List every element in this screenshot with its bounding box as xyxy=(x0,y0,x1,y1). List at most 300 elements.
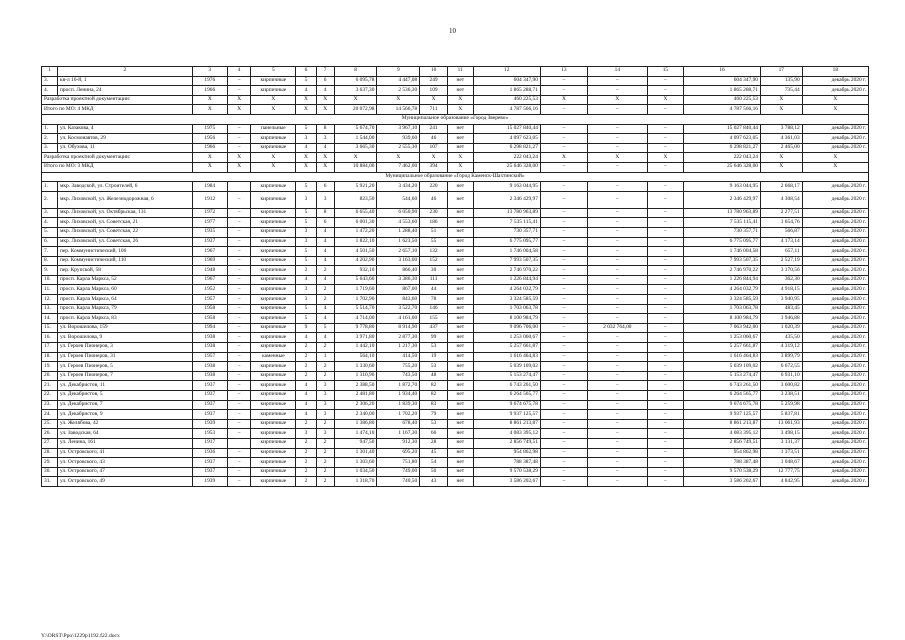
summary-cell: – xyxy=(647,162,683,172)
summary-row xyxy=(42,162,869,172)
column-number-cell: 17 xyxy=(760,67,802,77)
building-cell: нет xyxy=(447,371,473,381)
building-cell: декабрь 2020 г. xyxy=(802,124,868,134)
building-cell: 14. xyxy=(42,314,58,324)
building-cell: 3 163,00 xyxy=(377,256,420,266)
building-cell: – xyxy=(647,275,683,285)
building-cell: 362,30 xyxy=(760,275,802,285)
building-cell: 9. xyxy=(42,266,58,276)
building-cell: 28. xyxy=(42,448,58,458)
building-cell: – xyxy=(227,429,251,439)
building-cell: кирпичные xyxy=(251,227,296,237)
building-cell: 6 931,10 xyxy=(760,371,802,381)
building-cell: – xyxy=(540,381,587,391)
summary-cell: – xyxy=(587,105,647,115)
building-cell: кирпичные xyxy=(251,208,296,218)
building-row xyxy=(42,182,869,192)
building-cell: 3 324 585,59 xyxy=(684,295,761,305)
building-cell: 7. xyxy=(42,247,58,257)
summary-cell: Х xyxy=(377,95,420,105)
building-cell: – xyxy=(227,371,251,381)
summary-cell: Х xyxy=(587,95,647,105)
building-row xyxy=(42,256,869,266)
building-cell: 1 303,60 xyxy=(334,458,377,468)
building-cell: декабрь 2020 г. xyxy=(802,343,868,353)
building-cell: декабрь 2020 г. xyxy=(802,371,868,381)
building-cell: – xyxy=(227,448,251,458)
building-cell: 1 719,60 xyxy=(334,285,377,295)
building-cell: 8 861 213,87 xyxy=(684,419,761,429)
building-cell: 1 822,10 xyxy=(334,237,377,247)
building-row xyxy=(42,134,869,144)
building-cell: 4 918,15 xyxy=(760,285,802,295)
building-cell: 4 714,00 xyxy=(334,314,377,324)
building-cell: 3 600,82 xyxy=(760,381,802,391)
building-cell: панельные xyxy=(251,124,296,134)
building-cell: 132 xyxy=(420,247,448,257)
building-cell: 1972 xyxy=(192,208,227,218)
building-cell: – xyxy=(227,362,251,372)
building-cell: 7 993 507,35 xyxy=(684,256,761,266)
building-cell: ул. Героев Пионеров, 7 xyxy=(58,371,193,381)
building-cell: 3 xyxy=(296,191,316,208)
column-number-cell: 10 xyxy=(420,67,448,77)
building-cell: 6 655,40 xyxy=(334,208,377,218)
building-cell: – xyxy=(587,304,647,314)
building-cell: нет xyxy=(447,381,473,391)
building-cell: 3 971,80 xyxy=(334,333,377,343)
summary-cell: Х xyxy=(192,105,227,115)
building-cell: нет xyxy=(447,467,473,477)
building-cell: 1937 xyxy=(192,381,227,391)
building-cell: 8 914,90 xyxy=(377,323,420,333)
building-cell: – xyxy=(587,352,647,362)
building-cell: 3 xyxy=(316,410,334,420)
building-cell: 2. xyxy=(42,134,58,144)
building-cell: – xyxy=(540,208,587,218)
building-cell: – xyxy=(587,143,647,153)
building-cell: 4 xyxy=(296,333,316,343)
building-cell: 55 xyxy=(420,237,448,247)
building-cell: – xyxy=(587,410,647,420)
building-cell: декабрь 2020 г. xyxy=(802,76,868,86)
building-cell: нет xyxy=(447,295,473,305)
building-cell: – xyxy=(540,333,587,343)
building-cell: 1984 xyxy=(192,182,227,192)
building-cell: 2 856 749,51 xyxy=(473,438,540,448)
building-row xyxy=(42,86,869,96)
building-cell: 1 048,67 xyxy=(760,458,802,468)
building-cell: – xyxy=(647,448,683,458)
building-cell: – xyxy=(647,343,683,353)
municipality-section-row xyxy=(42,172,869,182)
building-cell: – xyxy=(647,477,683,487)
building-cell: – xyxy=(587,295,647,305)
building-cell: 8. xyxy=(42,256,58,266)
building-cell: 2 388,50 xyxy=(334,381,377,391)
building-row xyxy=(42,247,869,257)
building-cell: 1 310,90 xyxy=(334,371,377,381)
building-cell: 9 674 675,78 xyxy=(684,400,761,410)
building-cell: декабрь 2020 г. xyxy=(802,247,868,257)
building-cell: кирпичные xyxy=(251,458,296,468)
building-row xyxy=(42,438,869,448)
building-cell: 4 xyxy=(316,314,334,324)
building-cell: 1939 xyxy=(192,419,227,429)
building-cell: 2 032 764,00 xyxy=(587,323,647,333)
summary-cell: 7 462,00 xyxy=(377,162,420,172)
building-cell: 932,10 xyxy=(334,266,377,276)
building-cell: 5 xyxy=(296,218,316,228)
building-cell: ул. Желябова, 42 xyxy=(58,419,193,429)
building-cell: – xyxy=(540,124,587,134)
building-cell: 4 097 623,05 xyxy=(473,134,540,144)
building-cell: 2 xyxy=(296,419,316,429)
building-cell: 8 xyxy=(316,124,334,134)
building-cell: нет xyxy=(447,237,473,247)
building-cell: кирпичные xyxy=(251,266,296,276)
building-cell: – xyxy=(227,208,251,218)
building-cell: 1 xyxy=(316,352,334,362)
column-number-cell: 1 xyxy=(42,67,58,77)
building-cell: – xyxy=(227,304,251,314)
building-cell: – xyxy=(647,314,683,324)
building-cell: 3. xyxy=(42,76,58,86)
building-cell: кирпичные xyxy=(251,247,296,257)
summary-cell: Х xyxy=(334,153,377,163)
building-row xyxy=(42,467,869,477)
building-cell: кирпичные xyxy=(251,237,296,247)
building-cell: 1 330,60 xyxy=(334,362,377,372)
building-cell: 6 775 095,77 xyxy=(684,237,761,247)
building-cell: – xyxy=(227,134,251,144)
column-number-cell: 11 xyxy=(447,67,473,77)
summary-cell: 711 xyxy=(420,105,448,115)
building-cell: 15 027 840,44 xyxy=(473,124,540,134)
building-cell: 3 586 202,67 xyxy=(473,477,540,487)
building-cell: 111 xyxy=(420,275,448,285)
building-cell: 4 842,95 xyxy=(760,477,802,487)
building-cell: 3 xyxy=(316,191,334,208)
building-cell: ул. Декабристов, 9 xyxy=(58,410,193,420)
summary-cell: Х xyxy=(251,153,296,163)
building-cell: 1 226 844,94 xyxy=(473,275,540,285)
building-cell: 1 253 060,67 xyxy=(473,333,540,343)
summary-row xyxy=(42,95,869,105)
building-cell: 4 xyxy=(316,143,334,153)
building-cell: – xyxy=(227,247,251,257)
building-cell: – xyxy=(540,295,587,305)
building-row xyxy=(42,362,869,372)
building-cell: 2 346 429,97 xyxy=(473,191,540,208)
building-cell: 4 xyxy=(296,275,316,285)
building-cell: 4 xyxy=(316,333,334,343)
building-cell: нет xyxy=(447,391,473,401)
building-cell: 6 775 095,77 xyxy=(473,237,540,247)
building-cell: 414,50 xyxy=(377,352,420,362)
building-cell: 483,45 xyxy=(760,304,802,314)
building-row xyxy=(42,143,869,153)
building-cell: нет xyxy=(447,448,473,458)
building-cell: ул. Обухова, 11 xyxy=(58,143,193,153)
building-cell: – xyxy=(540,227,587,237)
building-row xyxy=(42,266,869,276)
building-cell: 4 xyxy=(296,400,316,410)
summary-cell: Х xyxy=(192,95,227,105)
building-row xyxy=(42,314,869,324)
column-number-cell: 3 xyxy=(192,67,227,77)
building-cell: мкр. Заводской, ул. Строителей, 6 xyxy=(58,182,193,192)
building-cell: 1937 xyxy=(192,391,227,401)
building-cell: – xyxy=(540,323,587,333)
building-cell: – xyxy=(587,86,647,96)
building-cell: – xyxy=(540,143,587,153)
building-cell: ул. Заводская, 64 xyxy=(58,429,193,439)
column-number-cell: 9 xyxy=(377,67,420,77)
building-cell: – xyxy=(647,208,683,218)
building-row xyxy=(42,448,869,458)
building-cell: – xyxy=(540,467,587,477)
building-cell: 152 xyxy=(420,256,448,266)
building-cell: декабрь 2020 г. xyxy=(802,143,868,153)
building-cell: – xyxy=(647,227,683,237)
building-cell: 1969 xyxy=(192,256,227,266)
building-cell: кирпичные xyxy=(251,76,296,86)
summary-cell: Х xyxy=(251,162,296,172)
building-cell: нет xyxy=(447,143,473,153)
building-cell: нет xyxy=(447,275,473,285)
building-cell: 46 xyxy=(420,191,448,208)
building-cell: кирпичные xyxy=(251,410,296,420)
building-cell: 54 xyxy=(420,458,448,468)
building-cell: ул. Декабристов, 5 xyxy=(58,391,193,401)
building-cell: 8 100 984,79 xyxy=(473,314,540,324)
building-cell: 2 xyxy=(296,448,316,458)
summary-cell: Х xyxy=(316,153,334,163)
building-cell: – xyxy=(540,458,587,468)
building-cell: 2 xyxy=(296,467,316,477)
building-cell: кирпичные xyxy=(251,285,296,295)
building-row xyxy=(42,343,869,353)
building-cell: – xyxy=(587,419,647,429)
building-cell: 82 xyxy=(420,391,448,401)
building-cell: 26. xyxy=(42,429,58,439)
summary-cell: – xyxy=(587,162,647,172)
summary-cell: Х xyxy=(802,153,868,163)
building-cell: – xyxy=(647,352,683,362)
column-number-cell: 12 xyxy=(473,67,540,77)
summary-cell: Х xyxy=(316,95,334,105)
building-cell: нет xyxy=(447,247,473,257)
building-cell: нет xyxy=(447,362,473,372)
building-cell: 2 877,30 xyxy=(377,333,420,343)
building-cell: – xyxy=(647,391,683,401)
building-cell: – xyxy=(540,352,587,362)
building-cell: 9 937 125,57 xyxy=(473,410,540,420)
building-cell: 1976 xyxy=(192,76,227,86)
building-cell: 843,60 xyxy=(377,295,420,305)
building-cell: 755,20 xyxy=(377,362,420,372)
building-row xyxy=(42,400,869,410)
summary-cell: Х xyxy=(447,95,473,105)
building-cell: 5 xyxy=(296,76,316,86)
building-cell: 1 020,39 xyxy=(760,323,802,333)
building-cell: – xyxy=(227,295,251,305)
summary-cell: Х xyxy=(647,95,683,105)
building-cell xyxy=(227,182,251,192)
building-cell: 1957 xyxy=(192,295,227,305)
building-cell: декабрь 2020 г. xyxy=(802,275,868,285)
building-cell: 3 xyxy=(316,429,334,439)
building-cell: – xyxy=(647,381,683,391)
building-cell: 3 522,70 xyxy=(377,304,420,314)
building-cell: – xyxy=(647,182,683,192)
building-cell: ул. Ленина, 161 xyxy=(58,438,193,448)
building-cell: 564,10 xyxy=(334,352,377,362)
building-cell: 3 xyxy=(296,295,316,305)
column-number-cell: 18 xyxy=(802,67,868,77)
building-row xyxy=(42,76,869,86)
building-cell: 5 xyxy=(296,247,316,257)
building-cell: 13 061,93 xyxy=(760,419,802,429)
building-cell: 48 xyxy=(420,371,448,381)
building-cell: 2 536,30 xyxy=(377,86,420,96)
building-cell: 1958 xyxy=(192,304,227,314)
building-cell: – xyxy=(227,467,251,477)
building-cell: нет xyxy=(447,410,473,420)
building-cell: 6 743 261,50 xyxy=(473,381,540,391)
building-cell: – xyxy=(587,191,647,208)
building-cell: 9 096 706,00 xyxy=(473,323,540,333)
building-cell: ул. Ворошилова, 159 xyxy=(58,323,193,333)
building-cell: 2 xyxy=(316,295,334,305)
building-cell: нет xyxy=(447,343,473,353)
building-cell: 1917 xyxy=(192,438,227,448)
building-cell: ул. Декабристов, 7 xyxy=(58,400,193,410)
building-cell: 3 xyxy=(296,134,316,144)
building-cell: 135,90 xyxy=(760,76,802,86)
building-cell: 1936 xyxy=(192,448,227,458)
building-cell: 13. xyxy=(42,304,58,314)
building-cell: 6 264 565,77 xyxy=(684,391,761,401)
building-cell: нет xyxy=(447,304,473,314)
building-cell: ул. Космонавтов, 29 xyxy=(58,134,193,144)
building-cell: 1967 xyxy=(192,247,227,257)
summary-cell: Х xyxy=(420,95,448,105)
building-cell: просп. Карла Маркса, 79 xyxy=(58,304,193,314)
building-cell: 4 361,03 xyxy=(760,134,802,144)
building-cell: – xyxy=(540,314,587,324)
building-cell: – xyxy=(587,218,647,228)
building-cell: – xyxy=(587,134,647,144)
building-cell: 3 131,37 xyxy=(760,438,802,448)
building-cell: 4 xyxy=(316,86,334,96)
summary-cell: Х xyxy=(227,95,251,105)
building-cell: 6 xyxy=(316,76,334,86)
building-cell: 53 xyxy=(420,343,448,353)
building-cell: 5 xyxy=(296,314,316,324)
building-cell: – xyxy=(227,400,251,410)
building-cell: 7 063 942,00 xyxy=(684,323,761,333)
building-cell: 1 746 004,58 xyxy=(473,247,540,257)
building-cell: 5 xyxy=(296,208,316,218)
building-cell: 1 702,20 xyxy=(377,410,420,420)
summary-cell: Х xyxy=(192,153,227,163)
building-cell: – xyxy=(587,429,647,439)
building-cell: 4 xyxy=(316,247,334,257)
building-cell: 3 xyxy=(316,391,334,401)
building-cell: просп. Карла Маркса, 64 xyxy=(58,295,193,305)
building-cell: 3 788,12 xyxy=(760,124,802,134)
building-cell: 6 001,30 xyxy=(334,218,377,228)
summary-cell: Х xyxy=(802,162,868,172)
building-cell: – xyxy=(227,275,251,285)
building-cell: – xyxy=(540,256,587,266)
column-number-cell: 5 xyxy=(251,67,296,77)
building-cell: 1 934,40 xyxy=(377,391,420,401)
building-cell: 6 298 821,27 xyxy=(473,143,540,153)
building-cell: декабрь 2020 г. xyxy=(802,218,868,228)
summary-cell: Х xyxy=(251,95,296,105)
building-cell: 5 259,98 xyxy=(760,400,802,410)
building-cell: мкр. Лиховской, ул. Советская, 21 xyxy=(58,218,193,228)
building-cell: – xyxy=(540,419,587,429)
summary-cell: 460 225,53 xyxy=(684,95,761,105)
building-cell: – xyxy=(647,143,683,153)
building-cell: декабрь 2020 г. xyxy=(802,391,868,401)
building-cell: 2 xyxy=(316,467,334,477)
register-table-body xyxy=(42,67,869,487)
register-table xyxy=(41,66,869,487)
building-row xyxy=(42,371,869,381)
building-cell: – xyxy=(647,323,683,333)
building-cell: ул. Героев Пионеров, 31 xyxy=(58,352,193,362)
building-cell: – xyxy=(647,333,683,343)
building-cell: 4 553,60 xyxy=(377,218,420,228)
building-cell: нет xyxy=(447,86,473,96)
building-cell: – xyxy=(647,295,683,305)
building-cell: 230 xyxy=(420,208,448,218)
building-cell: 9 570 538,29 xyxy=(473,467,540,477)
building-row xyxy=(42,333,869,343)
building-cell: 4. xyxy=(42,86,58,96)
building-row xyxy=(42,295,869,305)
building-cell: 751,80 xyxy=(377,458,420,468)
summary-cell: Х xyxy=(296,105,316,115)
building-cell: 109 xyxy=(420,86,448,96)
building-cell: 44 xyxy=(420,285,448,295)
building-cell: – xyxy=(227,314,251,324)
building-cell: – xyxy=(647,410,683,420)
column-number-cell: 15 xyxy=(647,67,683,77)
building-cell: 1 472,20 xyxy=(334,227,377,237)
building-cell: 4 447,08 xyxy=(377,76,420,86)
building-cell: 4 xyxy=(316,256,334,266)
building-cell: 8 861 213,87 xyxy=(473,419,540,429)
building-cell: 4 xyxy=(316,275,334,285)
building-cell: – xyxy=(227,76,251,86)
building-cell: ул. Героев Пионеров, 5 xyxy=(58,362,193,372)
building-cell: декабрь 2020 г. xyxy=(802,266,868,276)
building-cell: 4 161,00 xyxy=(377,314,420,324)
building-cell: ул. Островского, 47 xyxy=(58,467,193,477)
building-cell: ул. Ворошилова, 9 xyxy=(58,333,193,343)
building-cell: – xyxy=(587,76,647,86)
building-cell: – xyxy=(540,448,587,458)
building-cell: 954 862,98 xyxy=(684,448,761,458)
building-cell: 1948 xyxy=(192,266,227,276)
building-cell: 1 318,70 xyxy=(334,477,377,487)
